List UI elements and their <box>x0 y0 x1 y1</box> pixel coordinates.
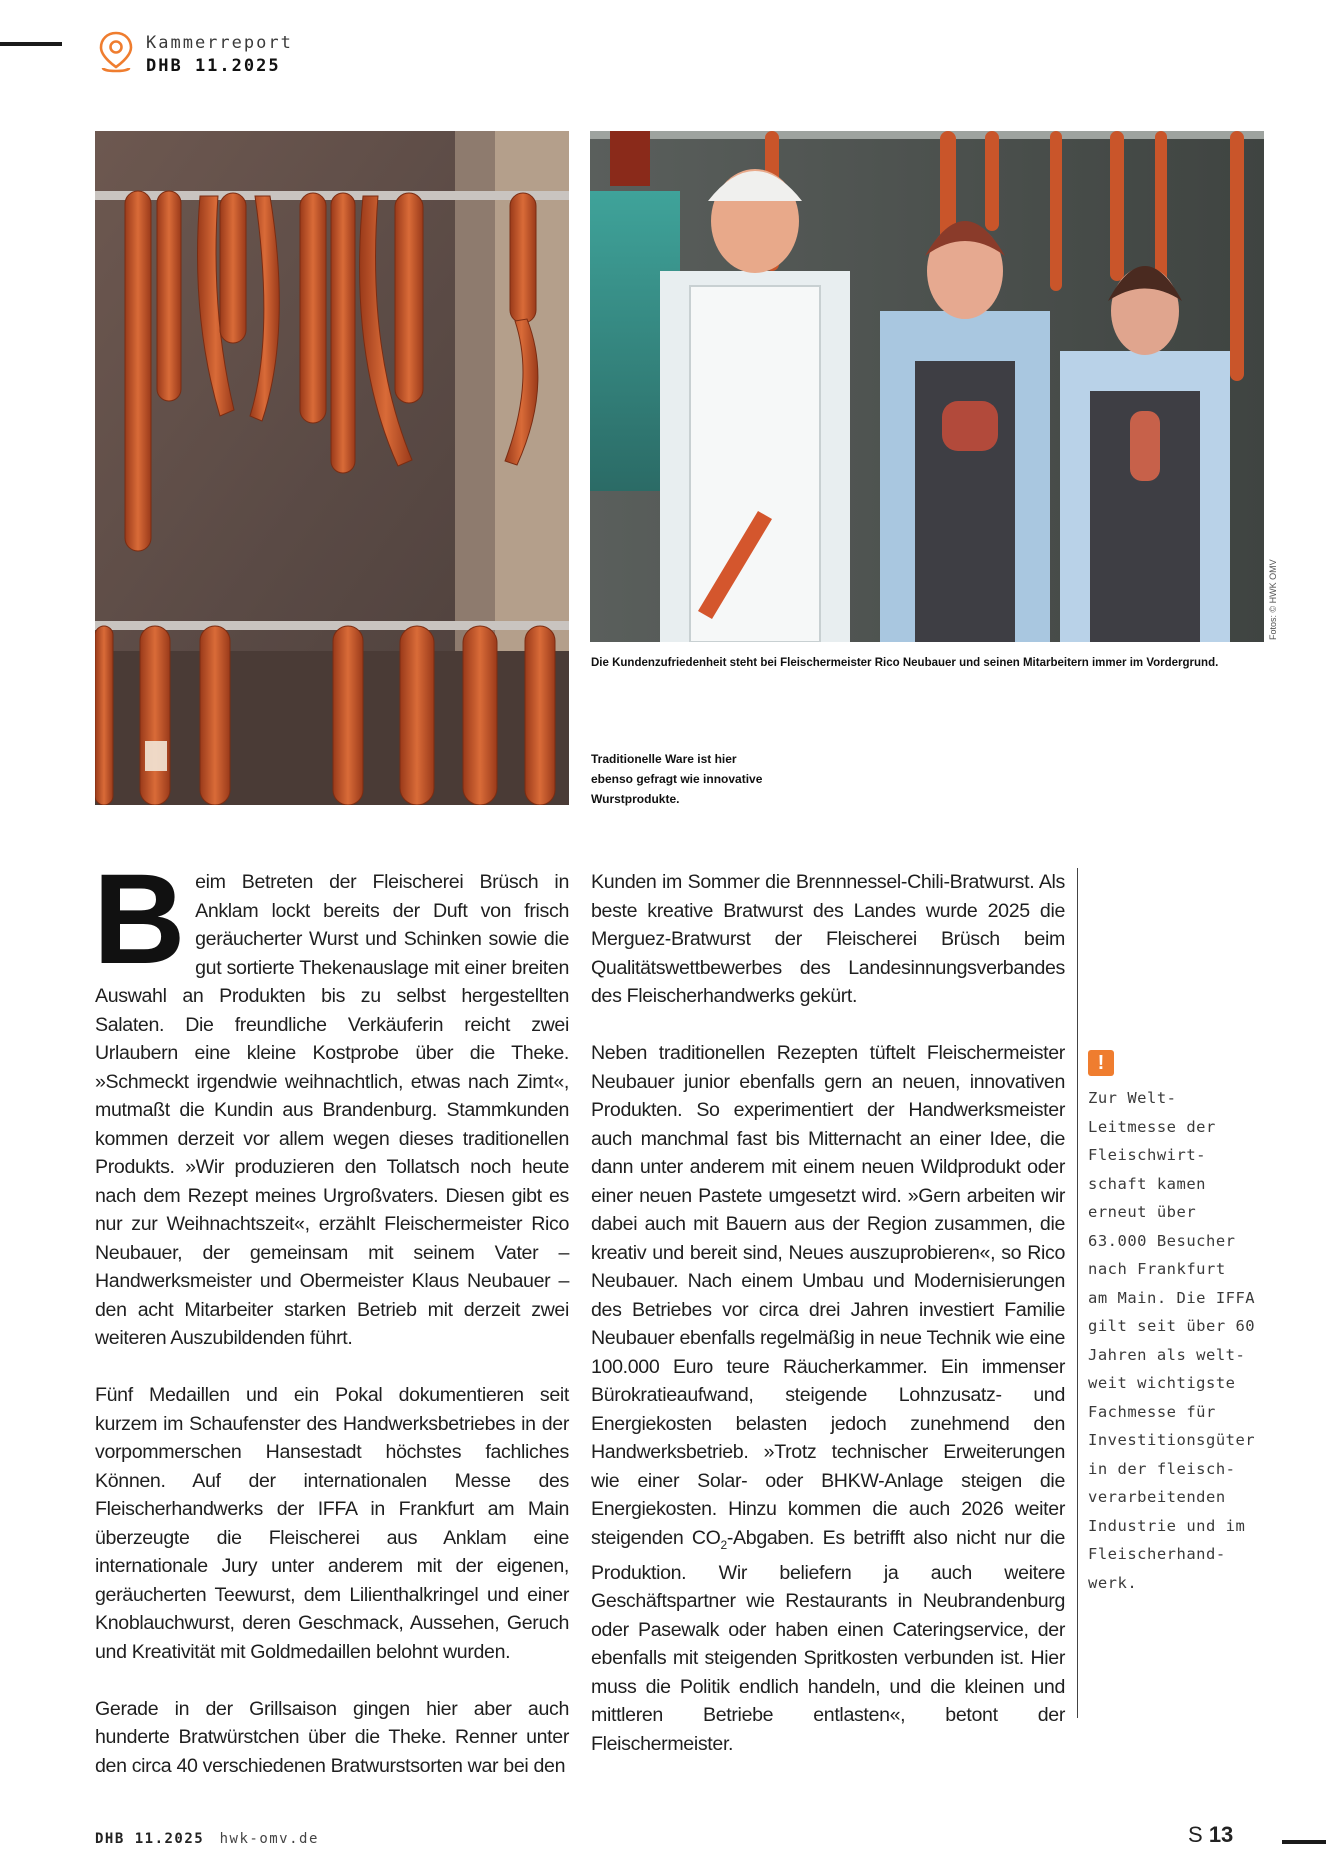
article-paragraph: Neben traditionellen Rezepten tüftelt Fleischermeister Neubauer junior ebenfalls gern an neuen, innovativen Produkten. So experimentiert der Handwerksmeister auch manchmal fast bis Mitternacht an einer Idee, die dann unter anderem mit einem neuen Wildprodukt oder einer neuen Pastete umgesetzt wird. »Gern arbeiten wir dabei auch mit Bauern aus der Region zusammen, die kreativ und bereit sind, Neues auszuprobieren«, so Rico Neubauer. Nach einem Umbau und Modernisierungen des Betriebes vor circa drei Jahren investiert Familie Neubauer ebenfalls regelmäßig in neue Technik wie eine 100.000 Euro teure Räucherkammer. Ein immenser Bürokratieaufwand, steigende Lohnzusatz- und Energiekosten belasten jedoch zunehmend den Handwerksbetrieb. »Trotz technischer Erweiterungen wie einer Solar- oder BHKW-Anlage steigen die Energiekosten. Hinzu kommen die auch 2026 weiter steigenden $CO_2$-Abgaben. Es betrifft also nicht nur die Produktion. Wir beliefern ja auch weitere Geschäftspartner wie Restaurants in Neubrandenburg oder Pasewalk oder haben einen Cateringservice, der ebenfalls mit steigenden Spritkosten verbunden ist. Hier muss die Politik endlich handeln, und die kleinen und mittleren Betriebe entlasten«, betont der Fleischermeister. <box>591 1042 1065 1755</box>
header-rule <box>0 42 62 46</box>
left-photo-caption: Traditionelle Ware ist hier ebenso gefragt wie innovative Wurstprodukte. <box>591 752 763 806</box>
footer-issue: DHB 11.2025 <box>95 1831 205 1847</box>
footer-rule <box>1282 1840 1326 1844</box>
sausage-rack-photo <box>95 131 569 805</box>
photo-credit: Fotos: © HWK OMV <box>1268 559 1278 640</box>
article-paragraph: Fünf Medaillen und ein Pokal dokumentieren seit kurzem im Schaufenster des Handwerksbetriebes in der vorpommerschen Hansestadt höchstes fachliches Können. Auf der internationalen Messe des Fleischerhandwerks der IFFA in Frankfurt am Main überzeugte die Fleischerei aus Anklam eine internationale Jury unter anderem mit der eigenen, geräucherten Teewurst, dem Lilienthalkringel und einer Knoblauchwurst, deren Geschmack, Aussehen, Geruch und Kreativität mit Goldmedaillen belohnt wurden. <box>95 1384 569 1663</box>
article-paragraph: Kunden im Sommer die Brennnessel-Chili-Bratwurst. Als beste kreative Bratwurst des Landes wurde 2025 die Merguez-Bratwurst der Fleischerei Brüsch beim Qualitätswettbewerbes des Landesinnungsverbandes des Fleischerhandwerks gekürt. <box>591 871 1065 1007</box>
page-number: S 13 <box>1188 1822 1234 1847</box>
exclamation-icon: ! <box>1088 1050 1114 1076</box>
footer-url[interactable]: hwk-omv.de <box>219 1831 319 1847</box>
sidebar-note: Zur Welt- Leitmesse der Fleischwirt- schaft kamen erneut über 63.000 Besucher nach Frankfurt am Main. Die IFFA gilt seit über 60 Jahren als welt- weit wichtigste Fachmesse für Investitionsgüter in der fleisch- verarbeitenden Industrie und im Fleischerhand- werk. <box>1088 1089 1256 1592</box>
issue-label: DHB 11.2025 <box>146 56 281 76</box>
article-column-left <box>93 848 569 1809</box>
staff-photo <box>590 131 1264 642</box>
article-column-right <box>591 868 1065 1787</box>
main-photo-caption: Die Kundenzufriedenheit steht bei Fleischermeister Rico Neubauer und seinen Mitarbeitern immer im Vordergrund. <box>591 657 1219 669</box>
page-footer <box>95 1830 319 1847</box>
page-header <box>96 30 293 78</box>
drop-cap: B <box>93 848 186 991</box>
column-divider <box>1077 868 1078 1718</box>
location-pin-icon <box>96 30 136 76</box>
article-paragraph: Gerade in der Grillsaison gingen hier aber auch hunderte Bratwürstchen über die Theke. Renner unter den circa 40 verschiedenen Bratwurstsorten war bei den <box>95 1697 569 1777</box>
article-paragraph: Beim Betreten der Fleischerei Brüsch in Anklam lockt bereits der Duft von frisch geräucherter Wurst und Schinken sowie die gut sortierte Thekenauslage mit einer breiten Auswahl an Produkten bis zu selbst hergestellten Salaten. Die freundliche Verkäuferin reicht zwei Urlaubern eine kleine Kostprobe über die Theke. »Schmeckt irgendwie weihnachtlich, etwas nach Zimt«, mutmaßt die Kundin aus Brandenburg. Stammkunden kommen derzeit vor allem wegen dieses traditionellen Produkts. »Wir produzieren den Tollatsch noch heute nach dem Rezept meines Urgroßvaters. Diesen gibt es nur zur Weihnachtszeit«, erzählt Fleischermeister Rico Neubauer, der gemeinsam mit seinem Vater – Handwerksmeister und Obermeister Klaus Neubauer – den acht Mitarbeiter starken Betrieb mit derzeit zwei weiteren Auszubildenden führt. <box>93 848 569 1349</box>
section-kicker: Kammerreport <box>146 33 293 53</box>
